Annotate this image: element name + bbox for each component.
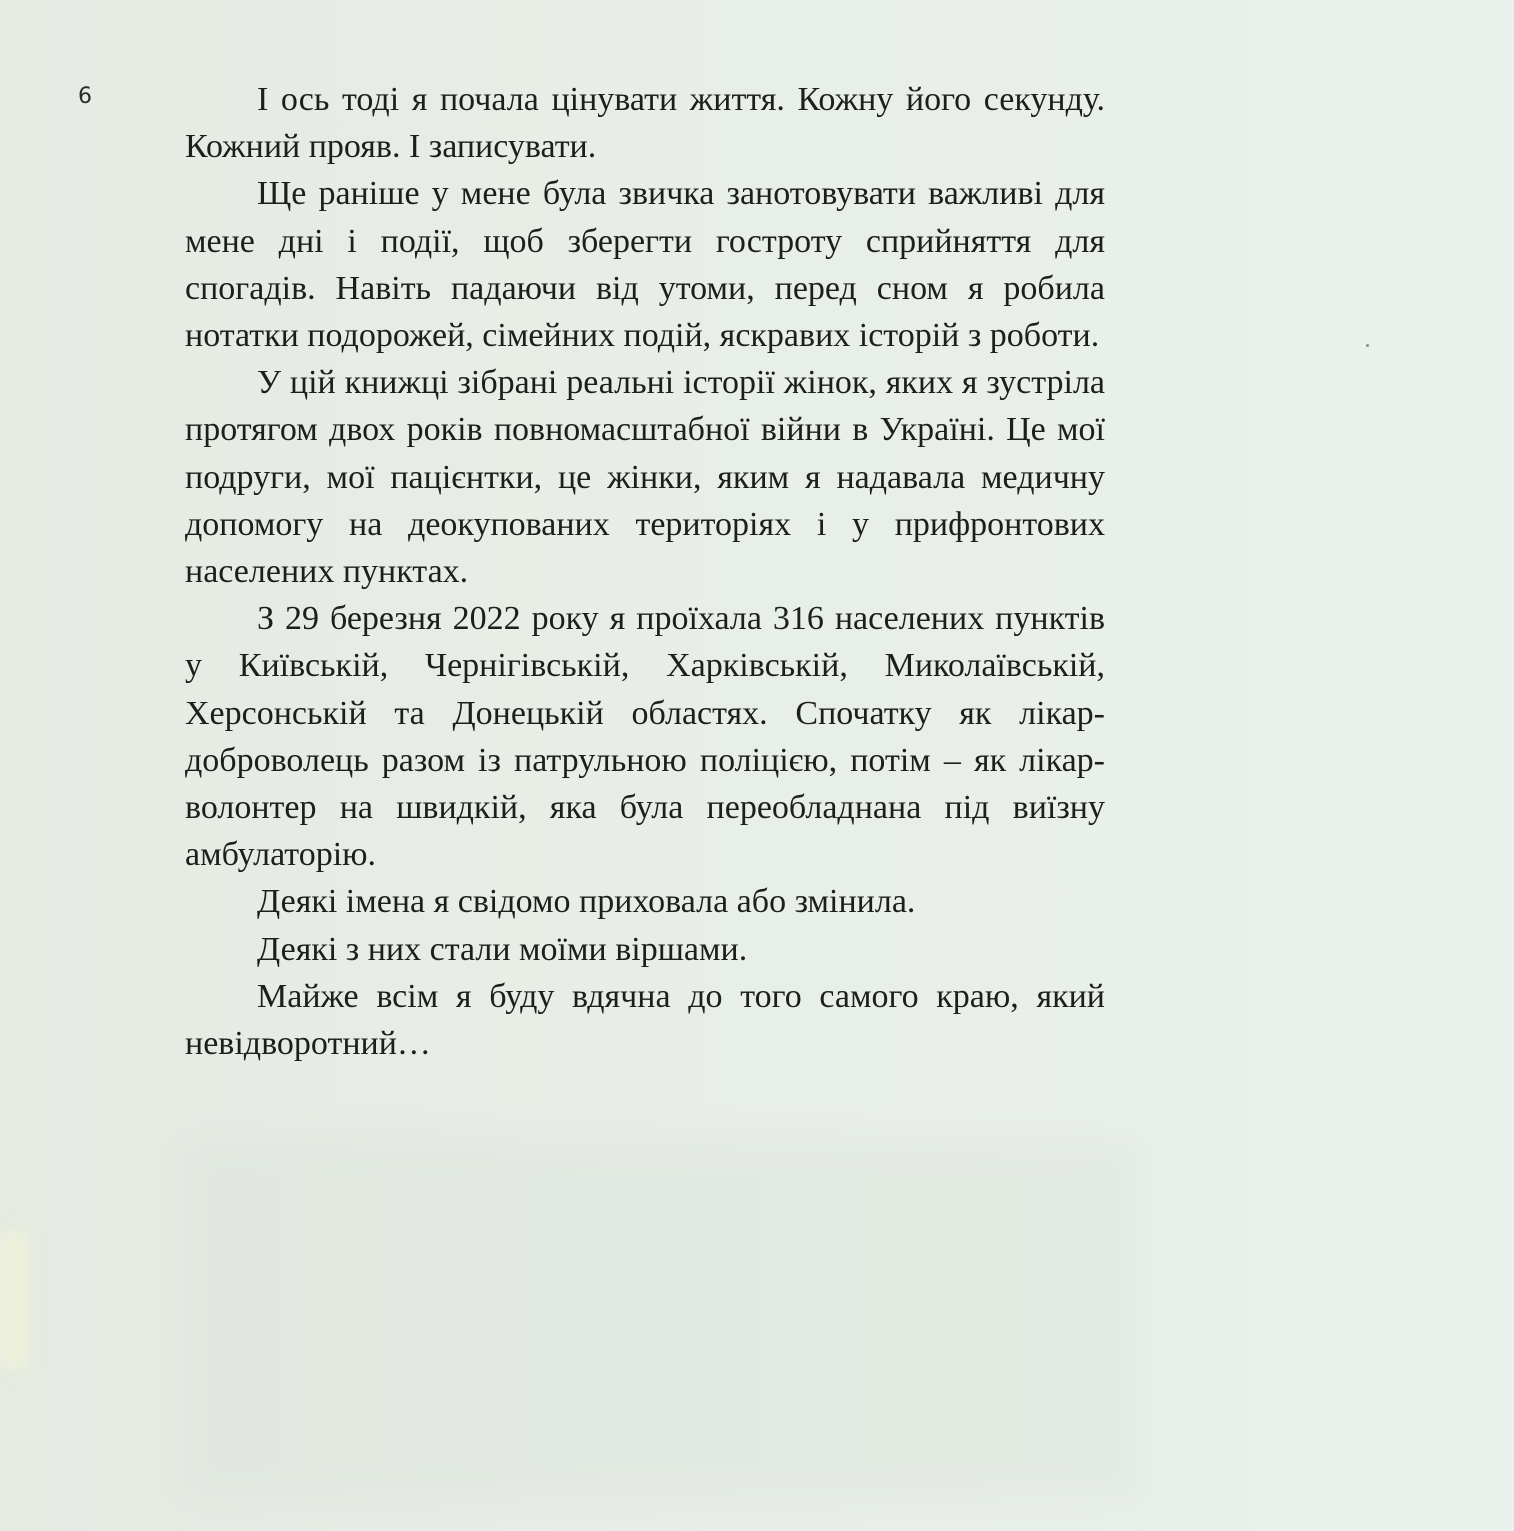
paragraph-2: Ще раніше у мене була звичка занотовувати важливі для мене дні і події, щоб зберегти гостроту сприйняття для спогадів. Навіть падаючи від утоми, перед сном я робила нотатки подорожей, сімейних подій, яскравих історій з роботи. [185,175,1105,355]
paragraph-1: І ось тоді я почала цінувати життя. Кожну його секунду. Кожний прояв. І записувати. [185,81,1105,166]
page-number: 6 [78,84,92,109]
page-edge-tint [0,1230,28,1370]
paper-speck [1366,344,1369,347]
show-through-shadow [180,1140,1140,1500]
paragraph-5: Деякі імена я свідомо приховала або змінила. [257,883,916,921]
paragraph-4: З 29 березня 2022 року я проїхала 316 населених пунктів у Київській, Чернігівській, Харківській, Миколаївській, Херсонській та Донецькій областях. Спочатку як лікар-доброволець разом із патрульною поліцією, потім – як лікар-волонтер на швидкій, яка була переобладнана під виїзну амбулаторію. [185,600,1105,874]
paragraph-6: Деякі з них стали моїми віршами. [257,930,748,968]
paragraph-3: У цій книжці зібрані реальні історії жінок, яких я зустріла протягом двох років повномасштабної війни в Україні. Це мої подруги, мої пацієнтки, це жінки, яким я надавала медичну допомогу на деокупованих територіях і у прифронтових населених пунктах. [185,364,1105,591]
body-text [185,76,1105,1067]
paragraph-7: Майже всім я буду вдячна до того самого краю, який невідворотний… [185,977,1105,1063]
